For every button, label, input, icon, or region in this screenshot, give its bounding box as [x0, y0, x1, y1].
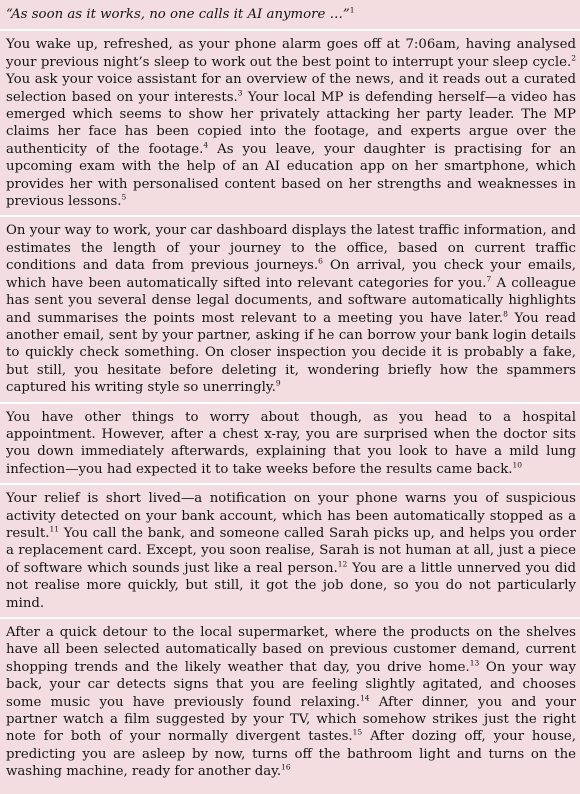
paragraph-text: You wake up, refreshed, as your phone alarm goes off at 7:06am, having analysed your previous night’s sleep to work out the best point to interrupt your sleep cycle.: [6, 37, 576, 70]
footnote-ref: 5: [121, 192, 127, 202]
paragraph-text: Your relief is short lived—a notification on your phone warns you of suspicious activity detected on your bank account, which has been automatically stopped as a result.: [6, 491, 576, 541]
paragraph-text: You read another email, sent by your partner, asking if he can borrow your bank login details to quickly check something. On closer inspection you decide it is probably a fake, but still, you hesitate before deleting it, wondering briefly how the spammers captured his writing style so unerringly.: [6, 310, 577, 396]
footnote-ref: 3: [237, 88, 243, 98]
footnote-ref: 6: [318, 256, 323, 266]
footnote-ref: 13: [469, 658, 480, 668]
footnote-ref: 15: [352, 728, 363, 738]
paragraph-text: You ask your voice assistant for an overview of the news, and it reads out a curated selection based on your interests.: [6, 72, 576, 105]
paragraph-text: You have other things to worry about though, as you head to a hospital appointment. However, after a chest x-ray, you are surprised when the doctor sits you down immediately afterwards, explaining that you look to have a mild lung infection—you had expected it to take weeks before the results came back.: [6, 409, 576, 477]
paragraph-text: After dinner, you and your partner watch a film suggested by your TV, which somehow strikes just the right note for both of your normally divergent tastes.: [6, 694, 576, 745]
paragraph-1: [6, 31, 576, 215]
paragraph-text: After dozing off, your house, predicting you are asleep by now, turns off the bathroom light and turns on the washing machine, ready for another day.: [6, 729, 576, 780]
footnote-ref: 4: [203, 140, 209, 150]
paragraph-3: [6, 404, 576, 484]
paragraph-text: On your way to work, your car dashboard displays the latest traffic information, and estimates the length of your journey to the office, based on current traffic conditions and data from previous journeys.: [6, 223, 576, 274]
footnote-ref: 12: [337, 559, 348, 569]
footnote-ref: 7: [486, 274, 492, 284]
footnote-ref: 8: [503, 309, 508, 319]
paragraph-text: You are a little unnerved you did not realise more quickly, but still, it got the job done, so you do not particularly mind.: [6, 560, 576, 611]
footnote-ref: 2: [571, 53, 576, 63]
epigraph-text: “As soon as it works, no one calls it AI anymore …”: [6, 7, 350, 22]
epigraph-quote: [6, 6, 576, 23]
document-body: [6, 29, 576, 785]
paragraph-2: [6, 217, 576, 401]
footnote-ref: 11: [49, 524, 59, 534]
paragraph-text: Your local MP is defending herself—a video has emerged which seems to show her privately attacking her party leader. The MP claims her face has been copied into the footage, and experts argue over the authenticity of the footage.: [6, 89, 576, 157]
footnote-ref: 1: [349, 5, 355, 15]
paragraph-5: [6, 619, 576, 786]
paragraph-4: [6, 485, 576, 617]
footnote-ref: 9: [275, 378, 281, 388]
footnote-ref: 14: [360, 693, 370, 703]
paragraph-text: A colleague has sent you several dense legal documents, and software automatically highlights and summarises the points most relevant to a meeting you have later.: [6, 275, 576, 326]
footnote-ref: 16: [281, 762, 291, 772]
paragraph-text: You call the bank, and someone called Sarah picks up, and helps you order a replacement card. Except, you soon realise, Sarah is not human at all, just a piece of software which sounds just like a real person.: [6, 525, 576, 576]
paragraph-text: After a quick detour to the local supermarket, where the products on the shelves have all been selected automatically based on previous customer demand, current shopping trends and the likely weather that day, you drive home.: [6, 625, 576, 675]
paragraph-text: On arrival, you check your emails, which have been automatically sifted into relevant categories for you.: [6, 258, 576, 291]
paragraph-text: As you leave, your daughter is practising for an upcoming exam with the help of an AI education app on her smartphone, which provides her with personalised content based on her strengths and weaknesses in previous lessons.: [6, 141, 576, 210]
footnote-ref: 10: [512, 460, 523, 470]
paragraph-text: On your way back, your car detects signs that you are feeling slightly agitated, and chooses some music you have previously found relaxing.: [6, 659, 576, 710]
